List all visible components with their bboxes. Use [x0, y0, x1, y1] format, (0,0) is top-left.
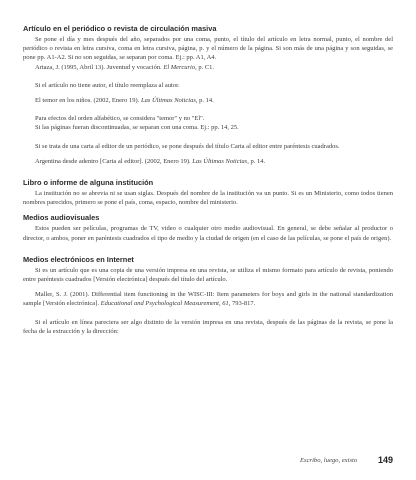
ref-end: , p. 14. [247, 157, 266, 165]
running-footer-title: Escribo, luego, existo [300, 457, 358, 464]
section-heading-newspaper: Artículo en el periódico o revista de circulación masiva [23, 24, 217, 33]
paragraph: La institución no se abrevia ni se usan siglas. Después del nombre de la institución va un punto. Si es un Ministerio, como todos tienen nombres parecidos, primero se pone el país, coma, espacio, nombre del ministerio. [23, 190, 393, 207]
ref-end: , p. C1. [195, 63, 215, 71]
section-heading-institution: Libro o informe de alguna institución [23, 178, 154, 188]
ref-source: Las Últimas Noticias [192, 157, 248, 165]
ref-end: , 793-817. [228, 300, 256, 308]
paragraph: Si el artículo en línea pareciera ser algo distinto de la versión impresa en una revista, después de las páginas de la revista, se pone la fecha de la extracción y la dirección: [23, 318, 393, 335]
example-reference [23, 63, 393, 72]
ref-source: Las Últimas Noticias [140, 97, 196, 105]
ref-source: Educational and Psychological Measurement, 61 [100, 300, 229, 308]
ref-text: Artaza, J. (1995, Abril 13). Juventud y vocación. [35, 63, 164, 71]
paragraph: Si las páginas fueran discontinuadas, se separan con una coma. Ej.: pp. 14, 25. [35, 124, 239, 132]
paragraph: Si el artículo no tiene autor, el título reemplaza al autor. [35, 81, 180, 89]
paragraph: Se pone el día y mes después del año, separados por una coma, punto, el título del artículo en letra normal, punto, el nombre del periódico o revista en letra cursiva, coma en letra cursiva, página, p. y el número de la página. Si son más de una página y son seguidas, se pone pp. A1-A2. Si no son seguidas, se separan por coma. Ej.: pp. A1, A4. [23, 36, 393, 62]
example-reference [23, 157, 393, 166]
paragraph: Estos pueden ser películas, programas de TV, video o cualquier otro medio audiovisual. En general, se debe señalar al productor o director, o ambos, poner en paréntesis cuadrados el tipo de medio y la ciudad de origen (en el caso de las películas, se pone el país de origen). [23, 225, 393, 242]
paragraph: Si se trata de una carta al editor de un periódico, se pone después del título Carta al editor entre paréntesis cuadrados. [35, 142, 340, 150]
example-reference [23, 96, 393, 105]
ref-end: , p. 14. [195, 97, 214, 105]
ref-text: El temor en los niños. (2002, Enero 19). [35, 97, 141, 105]
paragraph: Para efectos del orden alfabético, se considera "temor" y no "El". [35, 115, 205, 123]
ref-source: El Mercurio [163, 63, 196, 71]
text-column [23, 24, 393, 336]
page-number: 149 [378, 455, 394, 465]
section-heading-audiovisual: Medios audiovisuales [23, 213, 100, 223]
ref-text: Maller, S. J. (2001). Differential item functioning in the WISC-III: Item parameters for boys and girls in the national standardization sample [Versión electrónica]. [23, 291, 393, 308]
example-reference [23, 290, 393, 308]
ref-text: Argentina desde adentro [Carta al editor]. (2002, Enero 19). [35, 157, 193, 165]
paragraph: Si es un artículo que es una copia de una versión impresa en una revista, se utiliza el mismo formato para artículo de revista, poniendo entre paréntesis cuadrados [Versión electrónica] después del título del artículo. [23, 266, 393, 284]
section-heading-internet: Medios electrónicos en Internet [23, 254, 134, 264]
